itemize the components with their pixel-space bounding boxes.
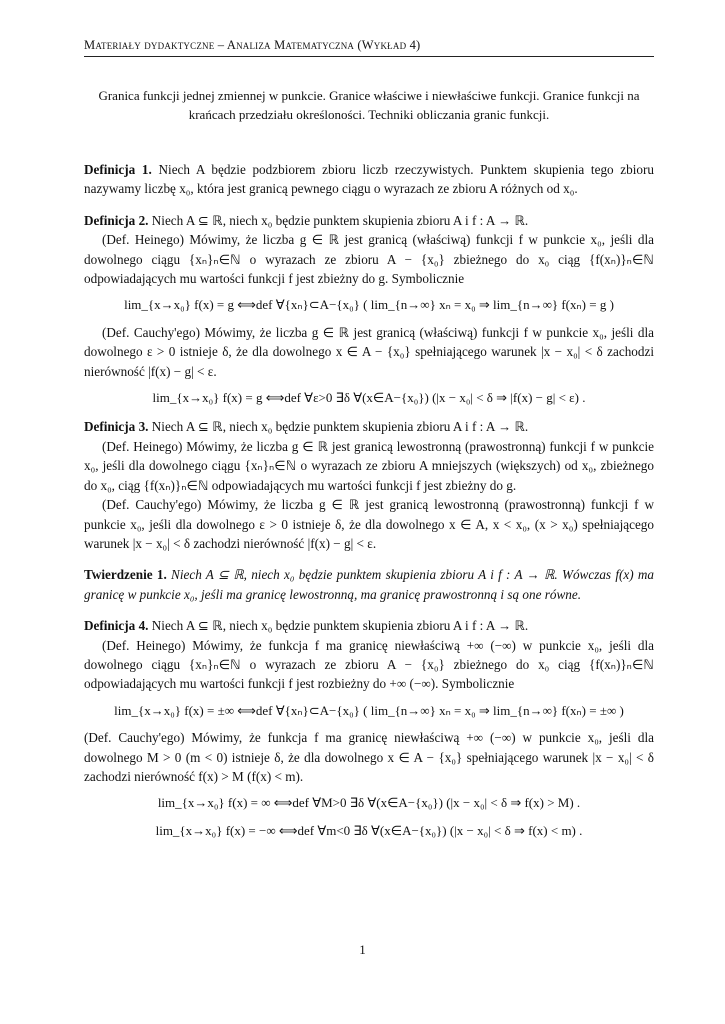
- lecture-subtitle: Granica funkcji jednej zmiennej w punkcie. Granice właściwe i niewłaściwe funkcji. Granice funkcji na krańcach przedziału określoności. Techniki obliczania granic funkcji.: [98, 88, 640, 122]
- definition-3: [84, 417, 654, 553]
- running-header: Materiały dydaktyczne – Analiza Matematyczna (Wykład 4): [84, 38, 654, 57]
- definition-2-intro: Niech A ⊆ ℝ, niech x₀ będzie punktem skupienia zbioru A i f : A → ℝ.: [151, 212, 529, 228]
- theorem-1: [84, 565, 654, 604]
- definition-2: [84, 211, 654, 408]
- definition-4-cauchy: (Def. Cauchy'ego) Mówimy, że funkcja f ma granicę niewłaściwą +∞ (−∞) w punkcie x₀, jeśli dla dowolnego M > 0 (m < 0) istnieje δ, że dla dowolnego x ∈ A − {x₀} spełniającego warunek |x − x₀| < δ zachodzi nierówność f(x) > M (f(x) < m).: [84, 730, 654, 784]
- definition-2-formula-cauchy: lim_{x→x₀} f(x) = g ⟺def ∀ε>0 ∃δ ∀(x∈A−{x₀}) (|x − x₀| < δ ⇒ |f(x) − g| < ε) .: [152, 390, 586, 406]
- definition-1: [84, 160, 654, 199]
- definition-4-heine: (Def. Heinego) Mówimy, że funkcja f ma granicę niewłaściwą +∞ (−∞) w punkcie x₀, jeśli dla dowolnego ciągu {xₙ}ₙ∈ℕ o wyrazach ze zbioru A − {x₀} zbieżnego do x₀ ciąg {f(xₙ)}ₙ∈ℕ odpowiadających mu wartości funkcji f jest rozbieżny do +∞ (−∞). Symbolicznie: [84, 637, 654, 692]
- definition-3-intro: Niech A ⊆ ℝ, niech x₀ będzie punktem skupienia zbioru A i f : A → ℝ.: [151, 419, 529, 435]
- definition-2-formula-heine: lim_{x→x₀} f(x) = g ⟺def ∀{xₙ}⊂A−{x₀} ( lim_{n→∞} xₙ = x₀ ⇒ lim_{n→∞} f(xₙ) = g ): [124, 297, 614, 313]
- definition-2-cauchy: (Def. Cauchy'ego) Mówimy, że liczba g ∈ ℝ jest granicą (właściwą) funkcji f w punkcie x₀, jeśli dla dowolnego ε > 0 istnieje δ, że dla dowolnego x ∈ A − {x₀} spełniającego warunek |x − x₀| < δ zachodzi nierówność |f(x) − g| < ε.: [84, 324, 654, 379]
- page-number: 1: [359, 942, 366, 957]
- definition-1-label: Definicja 1.: [84, 162, 152, 177]
- definition-3-heine: (Def. Heinego) Mówimy, że liczba g ∈ ℝ jest granicą lewostronną (prawostronną) funkcji f w punkcie x₀, jeśli dla dowolnego ciągu {xₙ}ₙ∈ℕ o wyrazach ze zbioru A mniejszych (większych) od x₀, zbieżnego do x₀, ciąg {f(xₙ)}ₙ∈ℕ odpowiadających mu wartości funkcji f jest zbieżny do g.: [84, 438, 654, 493]
- definition-4-formula-minus-infinity: lim_{x→x₀} f(x) = −∞ ⟺def ∀m<0 ∃δ ∀(x∈A−{x₀}) (|x − x₀| < δ ⇒ f(x) < m) .: [155, 822, 583, 838]
- definition-3-label: Definicja 3.: [84, 419, 149, 435]
- definition-2-heine: (Def. Heinego) Mówimy, że liczba g ∈ ℝ jest granicą (właściwą) funkcji f w punkcie x₀, jeśli dla dowolnego ciągu {xₙ}ₙ∈ℕ o wyrazach ze zbioru A − {x₀} zbieżnego do x₀ ciąg {f(xₙ)}ₙ∈ℕ odpowiadających mu wartości funkcji f jest zbieżny do g. Symbolicznie: [84, 232, 654, 287]
- definition-4-label: Definicja 4.: [84, 618, 149, 634]
- definition-1-text: Niech A będzie podzbiorem zbioru liczb rzeczywistych. Punktem skupienia tego zbioru nazywamy liczbę x₀, która jest granicą pewnego ciągu o wyrazach ze zbioru A różnych od x₀.: [84, 162, 654, 197]
- document-page: [84, 38, 654, 848]
- definition-4-formula-plus-infinity: lim_{x→x₀} f(x) = ∞ ⟺def ∀M>0 ∃δ ∀(x∈A−{x₀}) (|x − x₀| < δ ⇒ f(x) > M) .: [157, 795, 581, 811]
- definition-4: [84, 616, 654, 840]
- definition-3-cauchy: (Def. Cauchy'ego) Mówimy, że liczba g ∈ ℝ jest granicą lewostronną (prawostronną) funkcji f w punkcie x₀, jeśli dla dowolnego ε > 0 istnieje δ, że dla dowolnego x ∈ A, x < x₀, (x > x₀) spełniającego warunek |x − x₀| < δ zachodzi nierówność |f(x) − g| < ε.: [84, 497, 654, 551]
- theorem-1-label: Twierdzenie 1.: [84, 567, 167, 583]
- definition-4-formula-heine: lim_{x→x₀} f(x) = ±∞ ⟺def ∀{xₙ}⊂A−{x₀} ( lim_{n→∞} xₙ = x₀ ⇒ lim_{n→∞} f(xₙ) = ±∞ ): [114, 702, 624, 718]
- definition-4-intro: Niech A ⊆ ℝ, niech x₀ będzie punktem skupienia zbioru A i f : A → ℝ.: [151, 618, 529, 634]
- theorem-1-text: Niech A ⊆ ℝ, niech x₀ będzie punktem skupienia zbioru A i f : A → ℝ. Wówczas f(x) ma granicę w punkcie x₀, jeśli ma granicę lewostronną, ma granicę prawostronną i są one równe.: [84, 567, 655, 602]
- definition-2-label: Definicja 2.: [84, 212, 149, 228]
